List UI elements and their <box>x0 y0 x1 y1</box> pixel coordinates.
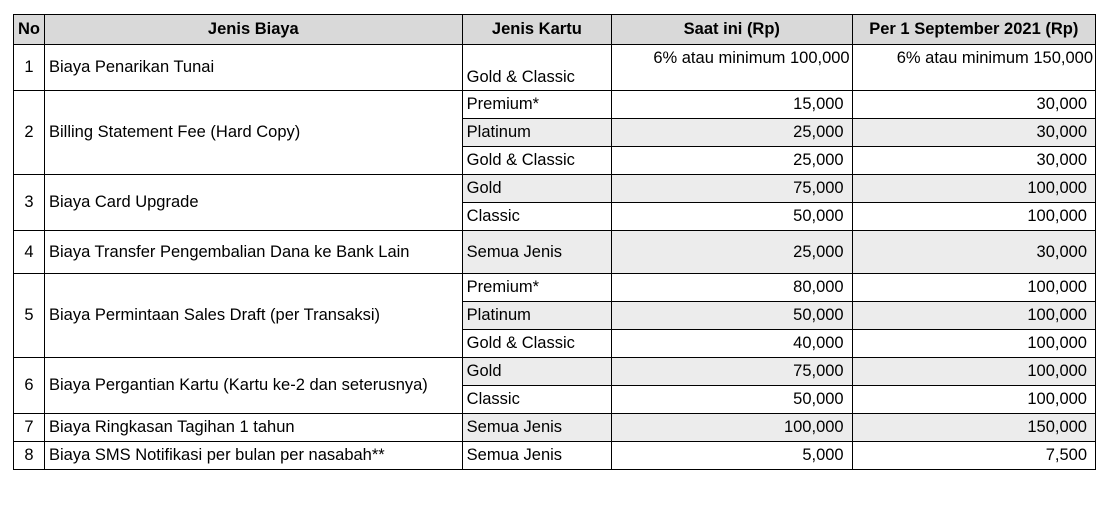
card-type-cell: Classic <box>462 386 611 414</box>
card-type-cell: Platinum <box>462 302 611 330</box>
row-number: 7 <box>14 414 45 442</box>
header-row <box>14 15 1096 45</box>
fee-table <box>13 14 1096 470</box>
fee-type-cell: Biaya SMS Notifikasi per bulan per nasabah** <box>45 442 463 470</box>
card-type-cell: Premium* <box>462 274 611 302</box>
table-row <box>14 274 1096 302</box>
header-card-type: Jenis Kartu <box>462 15 611 45</box>
table-row <box>14 45 1096 91</box>
new-fee-cell: 30,000 <box>852 231 1095 274</box>
card-type-cell: Premium* <box>462 91 611 119</box>
fee-type-cell: Biaya Card Upgrade <box>45 175 463 231</box>
current-fee-cell: 75,000 <box>612 358 853 386</box>
fee-type-cell: Billing Statement Fee (Hard Copy) <box>45 91 463 175</box>
new-fee-cell: 100,000 <box>852 330 1095 358</box>
fee-type-cell: Biaya Penarikan Tunai <box>45 45 463 91</box>
current-fee-cell: 100,000 <box>612 414 853 442</box>
card-type-cell: Semua Jenis <box>462 231 611 274</box>
row-number: 6 <box>14 358 45 414</box>
table-row <box>14 91 1096 119</box>
row-number: 8 <box>14 442 45 470</box>
fee-type-cell: Biaya Transfer Pengembalian Dana ke Bank Lain <box>45 231 463 274</box>
card-type-cell: Gold & Classic <box>462 45 611 91</box>
table-row <box>14 414 1096 442</box>
row-number: 4 <box>14 231 45 274</box>
header-fee-type: Jenis Biaya <box>45 15 463 45</box>
header-current-fee: Saat ini (Rp) <box>612 15 853 45</box>
card-type-cell: Gold & Classic <box>462 330 611 358</box>
new-fee-cell: 100,000 <box>852 203 1095 231</box>
current-fee-cell: 25,000 <box>612 119 853 147</box>
card-type-cell: Gold <box>462 358 611 386</box>
header-new-fee: Per 1 September 2021 (Rp) <box>852 15 1095 45</box>
new-fee-cell: 100,000 <box>852 302 1095 330</box>
current-fee-cell: 75,000 <box>612 175 853 203</box>
fee-type-cell: Biaya Ringkasan Tagihan 1 tahun <box>45 414 463 442</box>
fee-type-cell: Biaya Permintaan Sales Draft (per Transaksi) <box>45 274 463 358</box>
new-fee-cell: 100,000 <box>852 358 1095 386</box>
table-row <box>14 231 1096 274</box>
card-type-cell: Platinum <box>462 119 611 147</box>
current-fee-cell: 25,000 <box>612 231 853 274</box>
new-fee-cell: 100,000 <box>852 386 1095 414</box>
row-number: 3 <box>14 175 45 231</box>
new-fee-cell: 6% atau minimum 150,000 <box>852 45 1095 91</box>
current-fee-cell: 5,000 <box>612 442 853 470</box>
card-type-cell: Semua Jenis <box>462 442 611 470</box>
row-number: 1 <box>14 45 45 91</box>
card-type-cell: Classic <box>462 203 611 231</box>
table-row <box>14 358 1096 386</box>
card-type-cell: Gold & Classic <box>462 147 611 175</box>
card-type-cell: Gold <box>462 175 611 203</box>
new-fee-cell: 30,000 <box>852 147 1095 175</box>
row-number: 2 <box>14 91 45 175</box>
current-fee-cell: 50,000 <box>612 386 853 414</box>
current-fee-cell: 25,000 <box>612 147 853 175</box>
current-fee-cell: 80,000 <box>612 274 853 302</box>
new-fee-cell: 30,000 <box>852 91 1095 119</box>
new-fee-cell: 100,000 <box>852 274 1095 302</box>
fee-type-cell: Biaya Pergantian Kartu (Kartu ke-2 dan seterusnya) <box>45 358 463 414</box>
header-no: No <box>14 15 45 45</box>
new-fee-cell: 7,500 <box>852 442 1095 470</box>
table-row <box>14 175 1096 203</box>
row-number: 5 <box>14 274 45 358</box>
new-fee-cell: 30,000 <box>852 119 1095 147</box>
new-fee-cell: 100,000 <box>852 175 1095 203</box>
current-fee-cell: 50,000 <box>612 302 853 330</box>
table-row <box>14 442 1096 470</box>
current-fee-cell: 15,000 <box>612 91 853 119</box>
card-type-cell: Semua Jenis <box>462 414 611 442</box>
current-fee-cell: 40,000 <box>612 330 853 358</box>
new-fee-cell: 150,000 <box>852 414 1095 442</box>
current-fee-cell: 6% atau minimum 100,000 <box>612 45 853 91</box>
current-fee-cell: 50,000 <box>612 203 853 231</box>
